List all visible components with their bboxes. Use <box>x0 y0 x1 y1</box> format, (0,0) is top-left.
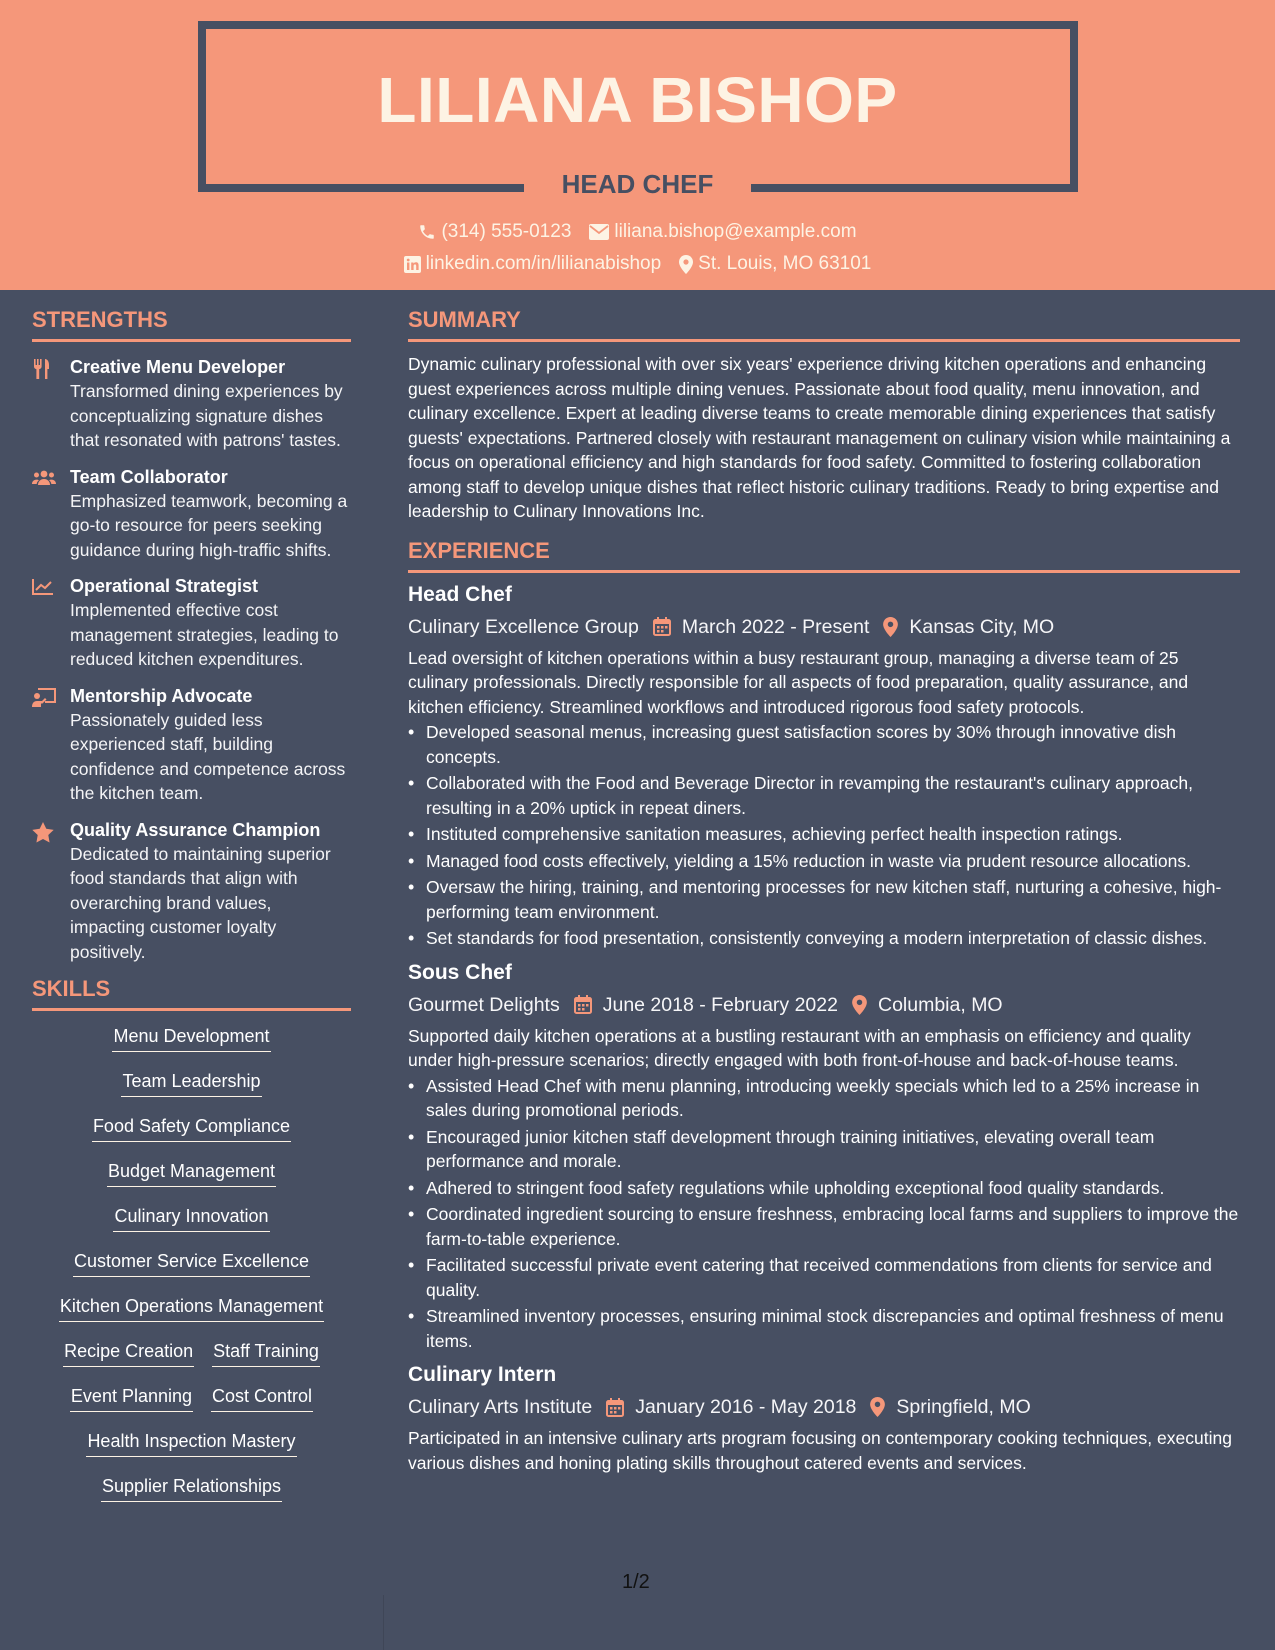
skill-tag: Event Planning <box>70 1383 193 1412</box>
linkedin-text[interactable]: linkedin.com/in/lilianabishop <box>425 253 662 274</box>
summary-heading: SUMMARY <box>408 307 1240 342</box>
skill-row <box>101 1473 282 1518</box>
map-pin-icon <box>852 995 867 1015</box>
summary-text: Dynamic culinary professional with over six years' experience driving kitchen operations and enhancing guest experiences across multiple dining venues. Passionate about food quality, menu innovation, and culinary excellence. Expert at leading diverse teams to create memorable dining experiences that satisfy guests' expectations. Partnered closely with restaurant management on culinary vision while maintaining a focus on operational efficiency and high standards for food safety. Committed to fostering collaboration among staff to develop unique dishes that reflect historic culinary traditions. Ready to bring expertise and leadership to Culinary Innovations Inc. <box>408 354 1231 521</box>
skill-tag: Supplier Relationships <box>101 1473 282 1502</box>
strength-item <box>32 465 351 563</box>
skills-heading: SKILLS <box>32 976 351 1011</box>
skill-row <box>63 1338 320 1383</box>
job-entry <box>408 1361 1240 1475</box>
company-name: Culinary Excellence Group <box>408 615 639 638</box>
skill-tag: Culinary Innovation <box>113 1203 269 1232</box>
contact-row-2 <box>0 252 1275 276</box>
strength-desc: Emphasized teamwork, becoming a go-to resource for peers seeking guidance during high-traffic shifts. <box>70 490 348 560</box>
bullet-item: • Managed food costs effectively, yielding a 15% reduction in waste via prudent resource allocations. <box>408 849 1240 874</box>
users-icon <box>32 465 70 563</box>
skill-row <box>112 1023 270 1068</box>
job-bullets <box>408 720 1240 951</box>
bullet-item: • Developed seasonal menus, increasing guest satisfaction scores by 30% through innovative dish concepts. <box>408 720 1240 769</box>
strength-desc: Dedicated to maintaining superior food standards that align with overarching brand values, impacting customer loyalty positively. <box>70 843 331 962</box>
skill-row <box>59 1293 324 1338</box>
skill-row <box>73 1248 310 1293</box>
skill-tag: Food Safety Compliance <box>92 1113 291 1142</box>
job-description: Participated in an intensive culinary arts program focusing on contemporary cooking techniques, executing various dishes and honing plating skills throughout catered events and services. <box>408 1428 1232 1473</box>
job-location: Kansas City, MO <box>909 615 1055 638</box>
bullet-item: • Adhered to stringent food safety regulations while upholding exceptional food quality standards. <box>408 1176 1240 1201</box>
bullet-item: • Encouraged junior kitchen staff development through training initiatives, elevating overall team performance and morale. <box>408 1125 1240 1174</box>
contact-linkedin <box>404 252 662 276</box>
resume-header <box>0 0 1275 290</box>
bullet-item: • Set standards for food presentation, consistently conveying a modern interpretation of classic dishes. <box>408 926 1240 951</box>
job-meta <box>408 614 1240 640</box>
bullet-item: • Facilitated successful private event catering that received commendations from clients for service and quality. <box>408 1253 1240 1302</box>
location-text: St. Louis, MO 63101 <box>698 253 872 274</box>
contact-row-1 <box>0 220 1275 244</box>
skill-row <box>107 1158 276 1203</box>
strength-item <box>32 818 351 965</box>
strength-desc: Transformed dining experiences by conceptualizing signature dishes that resonated with patrons' tastes. <box>70 381 343 450</box>
strength-title: Mentorship Advocate <box>70 685 253 706</box>
right-column <box>408 307 1240 1475</box>
skill-row <box>70 1383 313 1428</box>
left-column <box>32 307 351 1518</box>
skill-tag: Staff Training <box>212 1338 320 1367</box>
contact-location <box>679 252 871 276</box>
strength-item <box>32 574 351 672</box>
calendar-icon <box>606 1398 624 1417</box>
experience-heading: EXPERIENCE <box>408 538 1240 573</box>
strength-title: Team Collaborator <box>70 466 228 487</box>
bullet-item: • Oversaw the hiring, training, and mentoring processes for new kitchen staff, nurturing a cohesive, high-performing team environment. <box>408 875 1240 924</box>
calendar-icon <box>574 995 592 1014</box>
skill-tag: Budget Management <box>107 1158 276 1187</box>
job-entry <box>408 959 1240 1354</box>
skill-tag: Team Leadership <box>121 1068 261 1097</box>
job-dates: January 2016 - May 2018 <box>635 1396 857 1418</box>
linkedin-icon <box>404 256 421 273</box>
skill-row <box>92 1113 291 1158</box>
job-title: Sous Chef <box>408 960 512 984</box>
strength-title: Creative Menu Developer <box>70 357 286 377</box>
skill-row <box>113 1203 269 1248</box>
bullet-item: • Collaborated with the Food and Beverage Director in revamping the restaurant's culinary approach, resulting in a 20% uptick in repeat diners. <box>408 771 1240 820</box>
skill-tag: Customer Service Excellence <box>73 1248 310 1277</box>
company-name: Gourmet Delights <box>408 993 560 1016</box>
job-dates: June 2018 - February 2022 <box>602 993 838 1016</box>
job-title: Culinary Intern <box>408 1363 557 1386</box>
job-description: Lead oversight of kitchen operations within a busy restaurant group, managing a diverse team of 25 culinary professionals. Directly responsible for all aspects of food preparation, quality assurance, and kitchen efficiency. Streamlined workflows and introduced rigorous food safety protocols. <box>408 647 1189 717</box>
job-meta <box>408 1394 1240 1420</box>
company-name: Culinary Arts Institute <box>408 1396 593 1418</box>
skill-row <box>86 1428 296 1473</box>
column-divider <box>383 1595 384 1650</box>
utensils-icon <box>32 355 70 453</box>
job-title: Head Chef <box>408 582 512 606</box>
calendar-icon <box>653 617 671 636</box>
envelope-icon <box>589 224 609 240</box>
job-bullets <box>408 1074 1240 1354</box>
strength-item <box>32 355 351 453</box>
candidate-name: LILIANA BISHOP <box>377 64 898 136</box>
map-pin-icon <box>679 255 693 274</box>
job-description: Supported daily kitchen operations at a bustling restaurant with an emphasis on efficiency and quality under high-pressure scenarios; directly engaged with both front-of-house and back-of-house teams. <box>408 1025 1191 1070</box>
phone-text[interactable]: (314) 555-0123 <box>441 221 572 242</box>
phone-icon <box>418 223 436 241</box>
skill-tag: Kitchen Operations Management <box>59 1293 324 1322</box>
strengths-list <box>32 355 351 964</box>
skill-row <box>121 1068 261 1113</box>
job-location: Springfield, MO <box>896 1396 1031 1418</box>
map-pin-icon <box>870 1397 885 1417</box>
bullet-item: • Assisted Head Chef with menu planning, introducing weekly specials which led to a 25% increase in sales during promotional periods. <box>408 1074 1240 1123</box>
strength-item <box>32 684 351 806</box>
contact-phone <box>418 220 571 244</box>
job-location: Columbia, MO <box>877 993 1003 1016</box>
chalkboard-teacher-icon <box>32 684 70 806</box>
chart-line-icon <box>32 574 70 672</box>
skill-tag: Menu Development <box>112 1023 270 1052</box>
contact-email <box>589 220 856 244</box>
bullet-item: • Instituted comprehensive sanitation measures, achieving perfect health inspection ratings. <box>408 822 1240 847</box>
skill-tag: Recipe Creation <box>63 1338 194 1367</box>
skill-tag: Cost Control <box>211 1383 313 1412</box>
strengths-heading: STRENGTHS <box>32 307 351 342</box>
skill-tag: Health Inspection Mastery <box>86 1428 296 1457</box>
job-dates: March 2022 - Present <box>681 615 870 638</box>
star-icon <box>32 818 70 965</box>
map-pin-icon <box>883 617 898 637</box>
job-entry <box>408 581 1240 951</box>
candidate-role: HEAD CHEF <box>561 169 714 199</box>
strength-title: Operational Strategist <box>70 576 259 596</box>
job-meta <box>408 992 1240 1018</box>
bullet-item: • Coordinated ingredient sourcing to ensure freshness, embracing local farms and suppliers to improve the farm-to-table experience. <box>408 1202 1240 1251</box>
email-text[interactable]: liliana.bishop@example.com <box>614 221 857 242</box>
skills-list <box>32 1023 351 1518</box>
bullet-item: • Streamlined inventory processes, ensuring minimal stock discrepancies and optimal freshness of menu items. <box>408 1304 1240 1353</box>
page-number: 1/2 <box>622 1571 650 1593</box>
strength-desc: Implemented effective cost management strategies, leading to reduced kitchen expenditures. <box>70 600 339 669</box>
strength-desc: Passionately guided less experienced staff, building confidence and competence across the kitchen team. <box>70 709 346 803</box>
strength-title: Quality Assurance Champion <box>70 819 321 840</box>
